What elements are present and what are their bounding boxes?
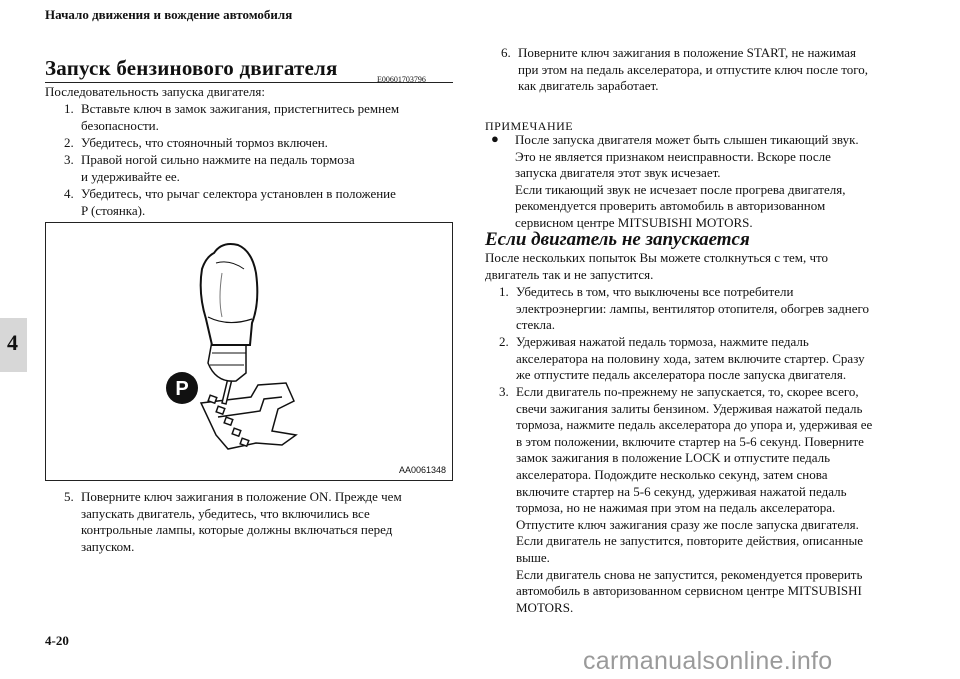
- subsection-title: Если двигатель не запускается: [485, 229, 750, 250]
- step-text: электроэнергии: лампы, вентилятор отопителя, обогрев заднего: [516, 300, 870, 316]
- note-line: запуска двигателя этот звук исчезает.: [515, 165, 721, 181]
- step-text: Если двигатель снова не запустится, рекомендуется проверить: [516, 566, 863, 582]
- step-text: же отпустите педаль акселератора после запуска двигателя.: [516, 367, 847, 383]
- step-text: и удерживайте ее.: [81, 168, 180, 184]
- section-code: E00601703796: [377, 75, 426, 84]
- step-text: контрольные лампы, которые должны включаться перед: [81, 522, 393, 538]
- title-rule: [45, 82, 453, 83]
- step-text: свечи зажигания залиты бензином. Удерживая нажатой педаль: [516, 400, 863, 416]
- note-line: Если тикающий звук не исчезает после прогрева двигателя,: [515, 181, 846, 197]
- gate-markers: [208, 395, 249, 446]
- step-text: Отпустите ключ зажигания сразу же после запуска двигателя.: [516, 516, 859, 532]
- step-number: 6.: [501, 45, 511, 60]
- gear-lever-illustration: [45, 222, 453, 481]
- running-header: Начало движения и вождение автомобиля: [45, 7, 293, 22]
- intro-line: двигатель так и не запустится.: [485, 266, 654, 282]
- step-text: Поверните ключ зажигания в положение START, не нажимая: [518, 45, 856, 60]
- step-text: тормоза, но не нажимая при этом на педаль акселератора.: [516, 500, 836, 516]
- step-text: автомобиль в авторизованном сервисном центре MITSUBISHI: [516, 583, 862, 599]
- step-number: 2.: [64, 135, 74, 150]
- step-number: 3.: [499, 384, 509, 399]
- step-text: стекла.: [516, 317, 556, 333]
- gear-selector-drawing: [46, 223, 452, 480]
- step-text: Правой ногой сильно нажмите на педаль тормоза: [81, 152, 355, 167]
- page-number: 4-20: [45, 633, 69, 648]
- figure-code: AA0061348: [398, 465, 446, 475]
- step-number: 3.: [64, 152, 74, 167]
- step-text: акселератора. Подождите несколько секунд, затем снова: [516, 466, 828, 482]
- step-text: безопасности.: [81, 117, 159, 133]
- step-text: акселератора на половину хода, затем включите стартер. Сразу: [516, 350, 865, 366]
- step-text: запускать двигатель, убедитесь, что включились все: [81, 505, 370, 521]
- note-line: рекомендуется проверить автомобиль в авторизованном: [515, 198, 826, 214]
- step-text: Удерживая нажатой педаль тормоза, нажмите педаль: [516, 334, 809, 349]
- chapter-tab-number: 4: [7, 330, 18, 355]
- step-text: Убедитесь, что рычаг селектора установлен в положение: [81, 186, 396, 201]
- step-number: 2.: [499, 334, 509, 349]
- step-number: 5.: [64, 489, 74, 504]
- section-intro: Последовательность запуска двигателя:: [45, 84, 265, 99]
- step-text: P (стоянка).: [81, 202, 146, 218]
- step-text: Если двигатель не запустится, повторите действия, описанные: [516, 533, 864, 549]
- watermark: carmanualsonline.info: [583, 647, 833, 675]
- subsection-intro: [485, 250, 925, 283]
- note-line: сервисном центре MITSUBISHI MOTORS.: [515, 214, 753, 230]
- step-text: как двигатель заработает.: [518, 78, 659, 94]
- step-number: 4.: [64, 186, 74, 201]
- intro-line: После нескольких попыток Вы можете столкнуться с тем, что: [485, 250, 829, 265]
- note-line: Это не является признаком неисправности. Вскоре после: [515, 148, 831, 164]
- chapter-tab: [0, 318, 27, 372]
- note-line: После запуска двигателя может быть слышен тикающий звук.: [515, 132, 859, 147]
- step-text: Если двигатель по-прежнему не запускается, то, скорее всего,: [516, 384, 859, 399]
- step-text: Вставьте ключ в замок зажигания, пристегнитесь ремнем: [81, 101, 400, 116]
- step-text: запуском.: [81, 538, 135, 554]
- step-text: MOTORS.: [516, 599, 574, 615]
- step-number: 1.: [64, 101, 74, 116]
- note-text: [515, 132, 935, 232]
- step-text: включите стартер на 5-6 секунд, удерживая нажатой педаль: [516, 483, 847, 499]
- step-text: тормоза, нажмите педаль акселератора до упора и, удерживая ее: [516, 417, 873, 433]
- step-text: замок зажигания в положение LOCK и отпустите педаль: [516, 450, 831, 466]
- step-text: выше.: [516, 549, 550, 565]
- step-text: при этом на педаль акселератора, и отпустите ключ после того,: [518, 61, 869, 77]
- step-text: в этом положении, включите стартер на 5-6 секунд. Поверните: [516, 433, 864, 449]
- step-text: Убедитесь в том, что выключены все потребители: [516, 284, 794, 299]
- step-number: 1.: [499, 284, 509, 299]
- note-label: ПРИМЕЧАНИЕ: [485, 119, 574, 133]
- note-bullet-icon: ●: [491, 131, 499, 146]
- step-text: Поверните ключ зажигания в положение ON. Прежде чем: [81, 489, 402, 504]
- step-text: Убедитесь, что стояночный тормоз включен.: [81, 135, 328, 150]
- park-badge-label: P: [175, 378, 189, 400]
- section-title: Запуск бензинового двигателя: [45, 56, 338, 80]
